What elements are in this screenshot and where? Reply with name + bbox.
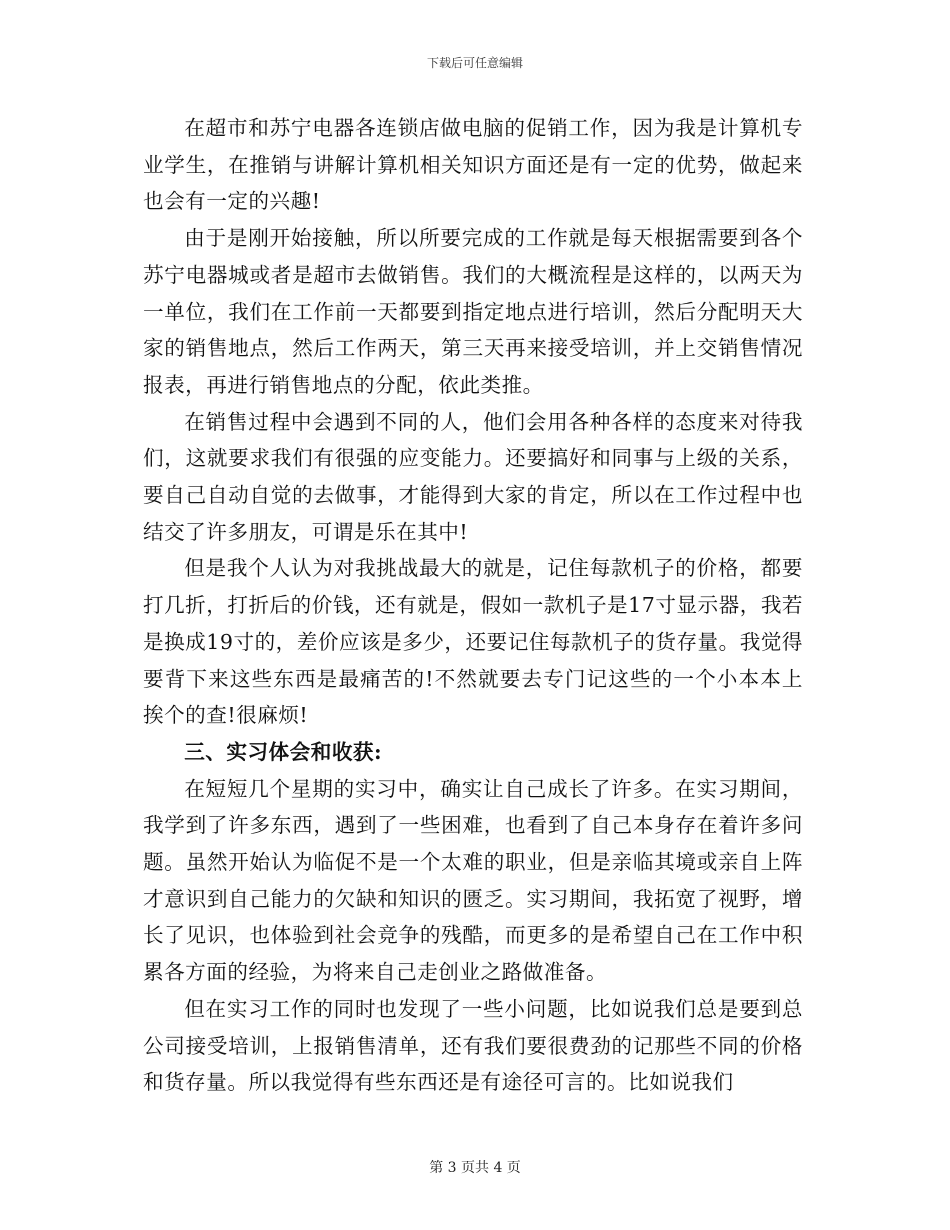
paragraph: 在销售过程中会遇到不同的人，他们会用各种各样的态度来对待我们，这就要求我们有很强的应变能力。还要搞好和同事与上级的关系，要自己自动自觉的去做事，才能得到大家的肯定，所以在工作过程中也结交了许多朋友，可谓是乐在其中! — [143, 409, 803, 544]
page-footer: 第 3 页共 4 页 — [429, 1160, 521, 1176]
paragraph: 但是我个人认为对我挑战最大的就是，记住每款机子的价格，都要打几折，打折后的价钱，还有就是，假如一款机子是17寸显示器，我若是换成19寸的，差价应该是多少，还要记住每款机子的货存量。我觉得要背下来这些东西是最痛苦的!不然就要去专门记这些的一个小本本上挨个的查!很麻烦! — [143, 556, 804, 728]
document-body — [143, 110, 803, 1101]
paragraph: 在超市和苏宁电器各连锁店做电脑的促销工作，因为我是计算机专业学生，在推销与讲解计算机相关知识方面还是有一定的优势，做起来也会有一定的兴趣! — [143, 116, 803, 214]
page-header: 下载后可任意编辑 — [426, 56, 523, 70]
paragraph: 但在实习工作的同时也发现了一些小问题，比如说我们总是要到总公司接受培训，上报销售清单，还有我们要很费劲的记那些不同的价格和货存量。所以我觉得有些东西还是有途径可言的。比如说我们 — [143, 996, 803, 1095]
section-heading: 三、实习体会和收获: — [184, 739, 383, 764]
paragraph: 在短短几个星期的实习中，确实让自己成长了许多。在实习期间，我学到了许多东西，遇到了一些困难，也看到了自己本身存在着许多问题。虽然开始认为临促不是一个太难的职业，但是亲临其境或亲自上阵才意识到自己能力的欠缺和知识的匮乏。实习期间，我拓宽了视野，增长了见识，也体验到社会竞争的残酷，而更多的是希望自己在工作中积累各方面的经验，为将来自己走创业之路做准备。 — [143, 776, 803, 985]
paragraph: 由于是刚开始接触，所以所要完成的工作就是每天根据需要到各个苏宁电器城或者是超市去做销售。我们的大概流程是这样的，以两天为一单位，我们在工作前一天都要到指定地点进行培训，然后分配明天大家的销售地点，然后工作两天，第三天再来接受培训，并上交销售情况报表，再进行销售地点的分配，依此类推。 — [143, 226, 803, 397]
